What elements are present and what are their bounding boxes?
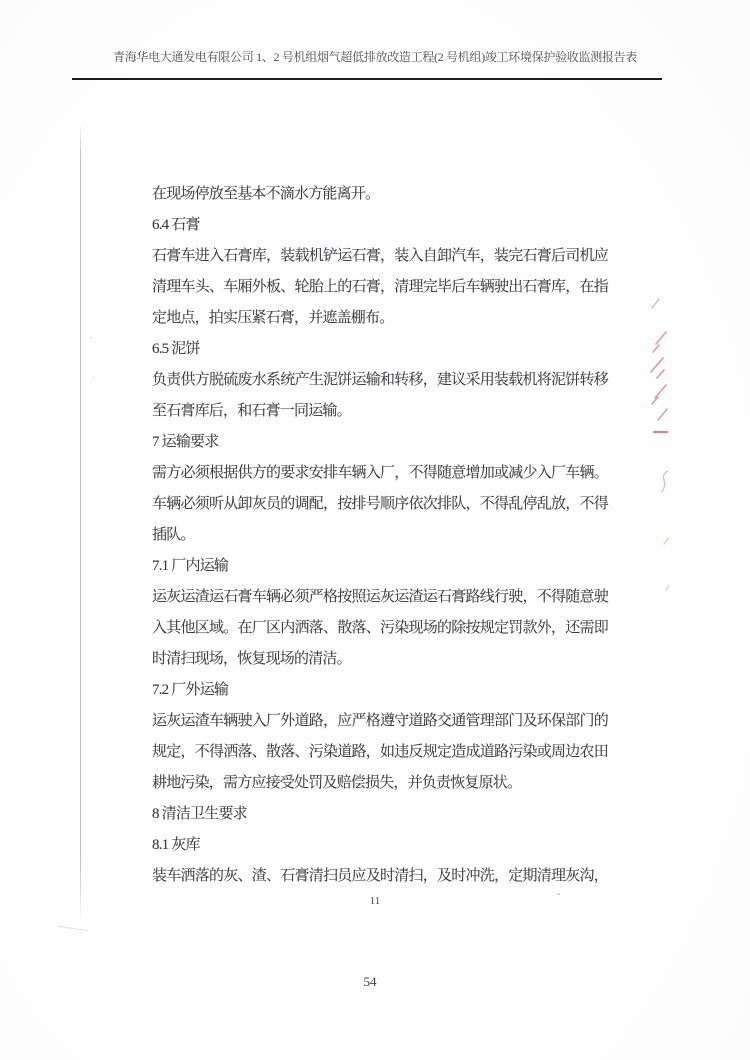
text-line: 7.1 厂内运输: [152, 558, 229, 574]
text-line: 规定，不得洒落、散落、污染道路，如违反规定造成道路污染或周边农田: [152, 744, 608, 760]
text-line: 运灰运渣车辆驶入厂外道路，应严格遵守道路交通管理部门及环保部门的: [152, 713, 608, 729]
scan-speck: ,: [92, 371, 96, 381]
document-body: [152, 179, 608, 892]
text-line: 6.4 石膏: [152, 217, 200, 233]
text-line: 清理车头、车厢外板、轮胎上的石膏，清理完毕后车辆驶出石膏库，在指: [152, 279, 608, 295]
text-line: 装车洒落的灰、渣、石膏清扫员应及时清扫，及时冲洗，定期清理灰沟，: [152, 868, 608, 884]
text-line: 6.5 泥饼: [152, 341, 200, 357]
header-rule: [72, 78, 662, 80]
text-line: 负责供方脱硫废水系统产生泥饼运输和转移，建议采用装载机将泥饼转移: [152, 372, 608, 388]
text-line: 至石膏库后，和石膏一同运输。: [152, 403, 351, 419]
text-line: 运灰运渣运石膏车辆必须严格按照运灰运渣运石膏路线行驶，不得随意驶: [152, 589, 608, 605]
red-ink-bleedthrough-marks: [636, 292, 676, 602]
header-title: 青海华电大通发电有限公司 1、2 号机组烟气超低排放改造工程(2 号机组)竣工环境保护验收监测报告表: [113, 50, 637, 64]
text-line: 需方必须根据供方的要求安排车辆入厂，不得随意增加或减少入厂车辆。: [152, 465, 608, 481]
text-line: 时清扫现场，恢复现场的清洁。: [152, 651, 351, 667]
scan-speck: `: [89, 335, 95, 345]
text-line: 车辆必须听从卸灰员的调配，按排号顺序依次排队，不得乱停乱放，不得: [152, 496, 608, 512]
scan-page-number: 11: [369, 895, 381, 907]
text-line: 定地点，拍实压紧石膏，并遮盖棚布。: [152, 310, 394, 326]
text-line: 7 运输要求: [152, 434, 219, 450]
document-page-number: 54: [363, 974, 377, 989]
scan-page-left-edge: [80, 124, 81, 924]
text-line: 8.1 灰库: [152, 837, 200, 853]
text-line: 耕地污染，需方应接受处罚及赔偿损失，并负责恢复原状。: [152, 775, 522, 791]
text-line: 7.2 厂外运输: [152, 682, 229, 698]
text-line: 8 清洁卫生要求: [152, 806, 247, 822]
text-line: 石膏车进入石膏库，装载机铲运石膏，装入自卸汽车，装完石膏后司机应: [152, 248, 608, 264]
text-line: 在现场停放至基本不滴水方能离开。: [152, 186, 380, 202]
text-line: 入其他区域。在厂区内洒落、散落、污染现场的除按规定罚款外，还需即: [152, 620, 608, 636]
text-line: 插队。: [152, 527, 195, 543]
